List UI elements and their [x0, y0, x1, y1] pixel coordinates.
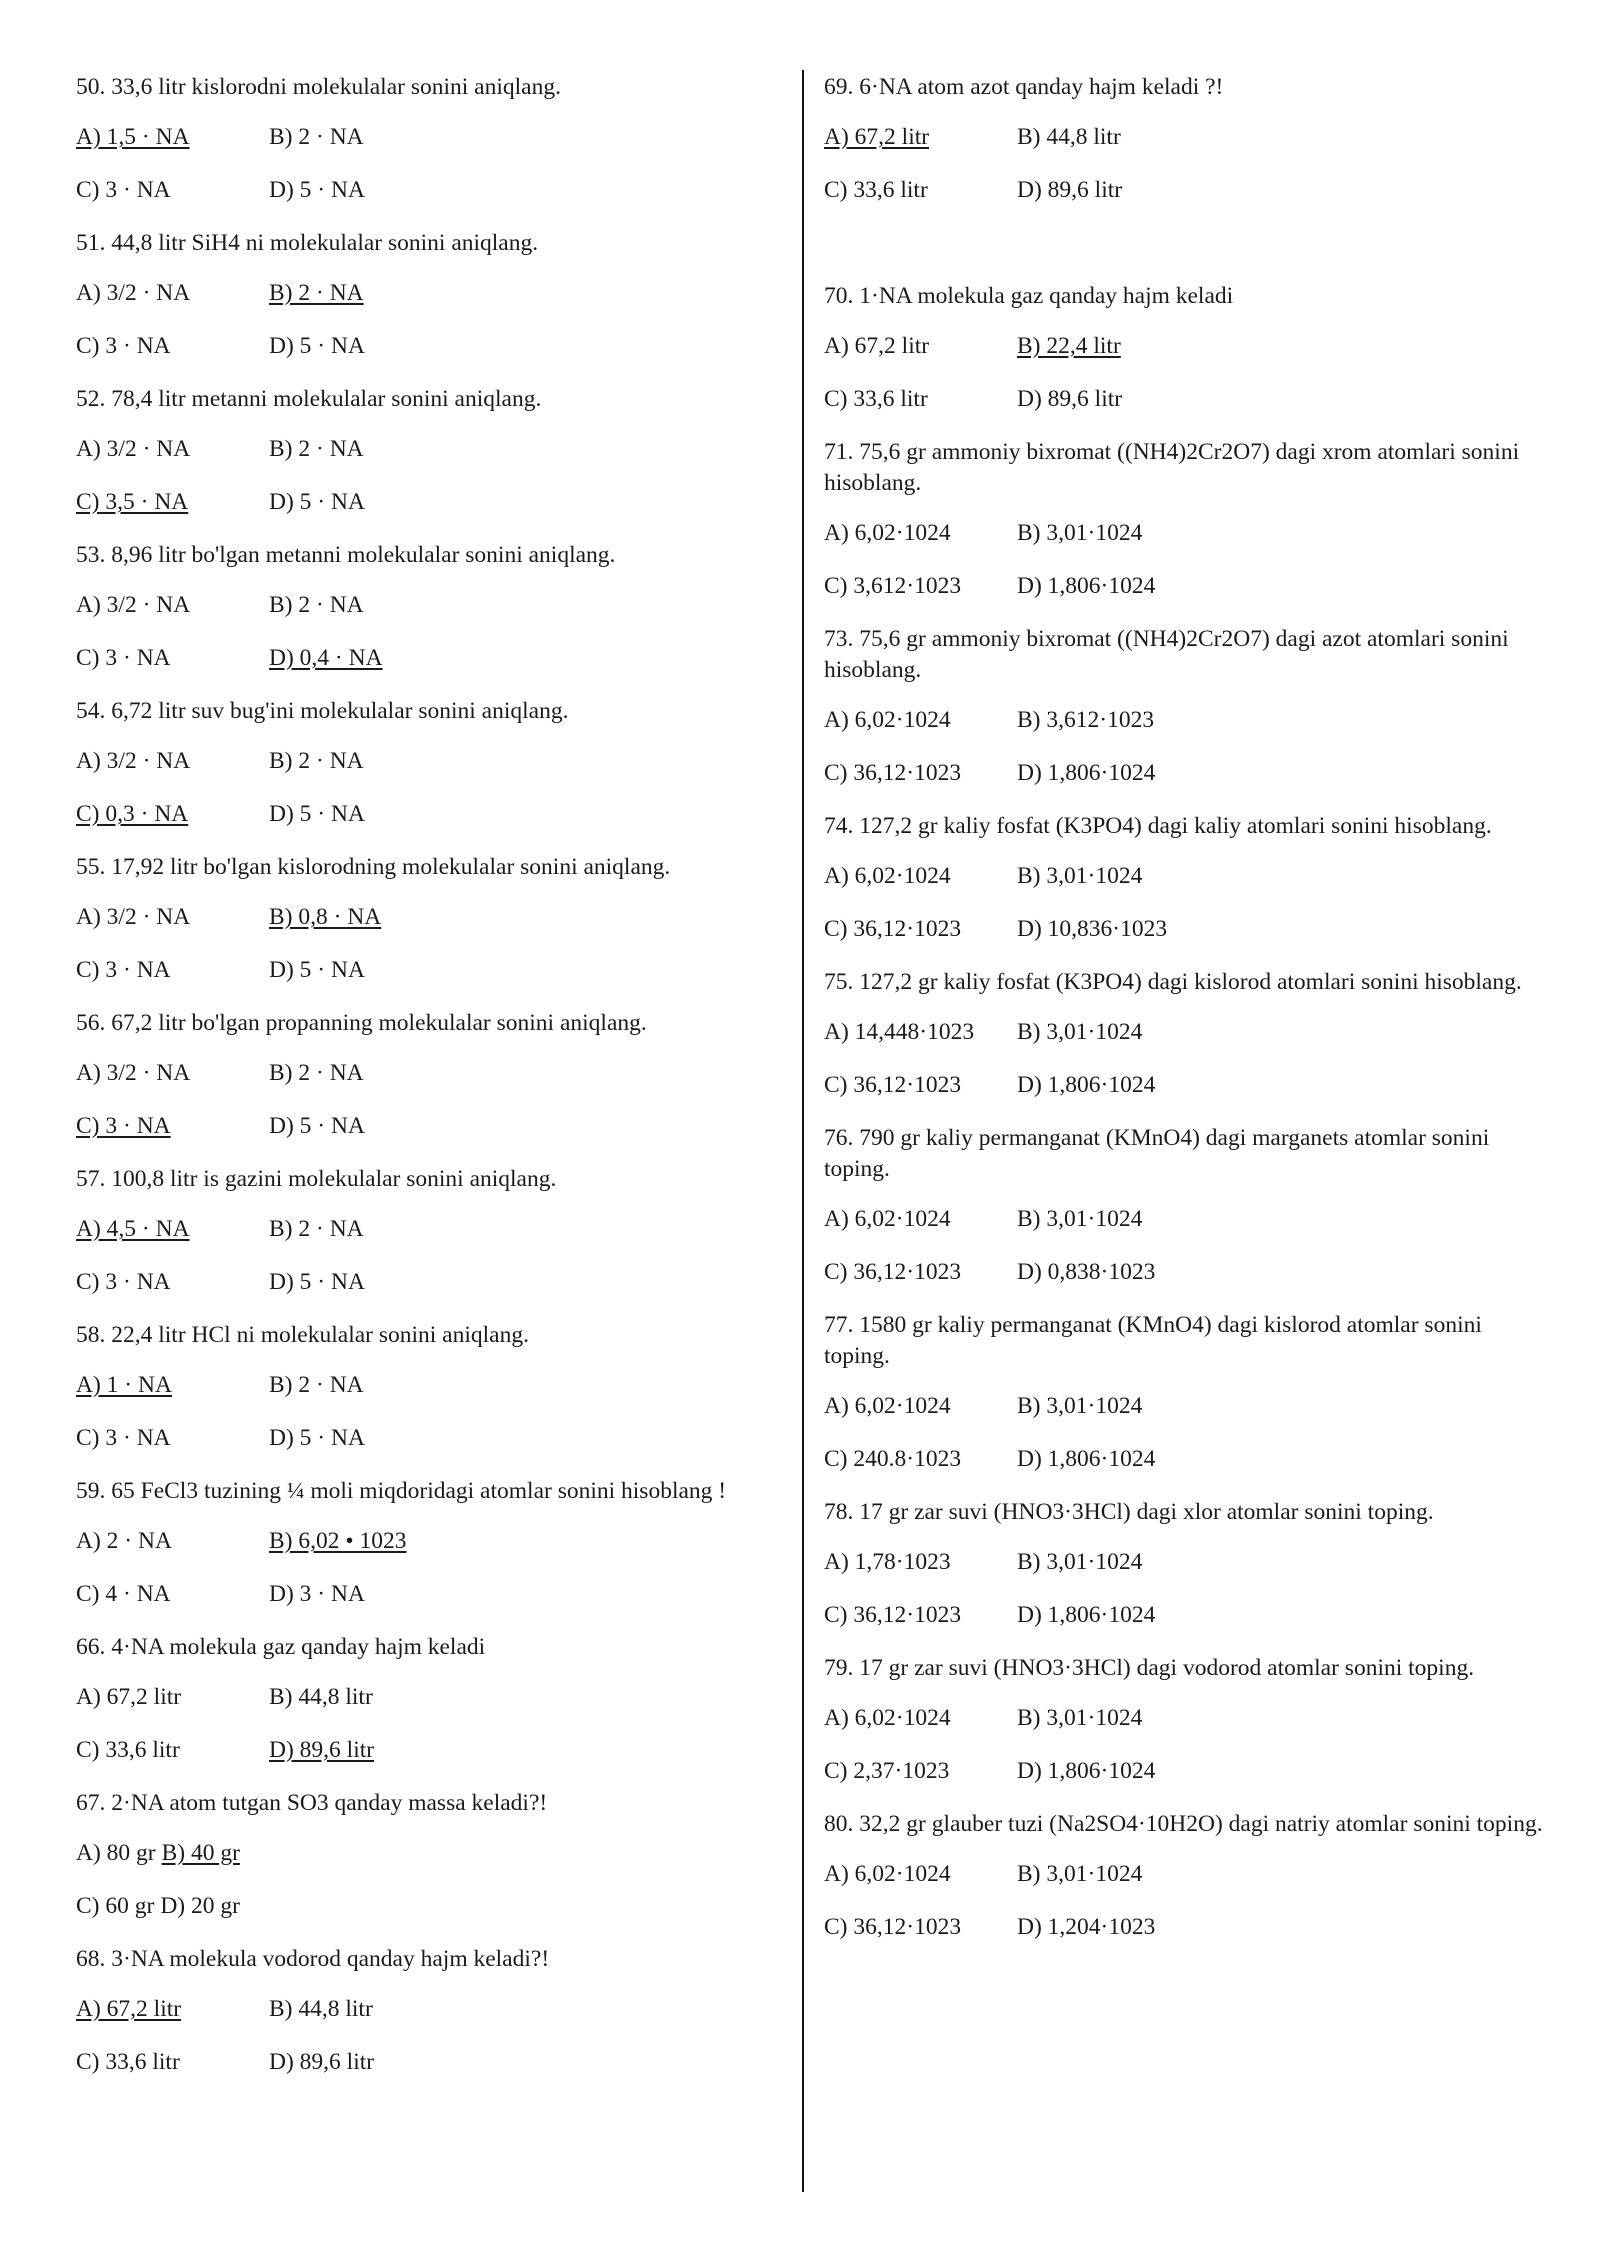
answer-option-a[interactable]: A) 6,02·1024 [824, 1206, 951, 1232]
question-block [76, 1944, 788, 2078]
answer-option-b[interactable]: B) 2 · NA [269, 124, 364, 150]
question-body: 2·NA atom tutgan SO3 qanday massa keladi?! [111, 1790, 548, 1816]
options-row [76, 1838, 788, 1869]
answer-option-a[interactable]: A) 67,2 litr [824, 124, 930, 150]
answer-option-c[interactable]: C) 36,12·1023 [824, 1914, 962, 1940]
question-block [76, 852, 788, 986]
options-row [76, 1579, 788, 1610]
answer-option-d[interactable]: D) 0,4 · NA [269, 645, 383, 671]
answer-option-d[interactable]: D) 89,6 litr [1017, 386, 1123, 412]
options-row [76, 1526, 788, 1557]
answer-option-a[interactable]: A) 6,02·1024 [824, 1861, 951, 1887]
answer-option-c[interactable]: C) 33,6 litr [824, 177, 928, 203]
options-row [824, 1444, 1544, 1475]
question-block [76, 1008, 788, 1142]
answer-option-d[interactable]: D) 0,838·1023 [1017, 1259, 1156, 1285]
answer-option-a[interactable]: A) 4,5 · NA [76, 1216, 190, 1242]
answer-option-c[interactable]: C) 36,12·1023 [824, 760, 962, 786]
options-row [76, 122, 788, 153]
options-row [824, 705, 1544, 736]
answer-option-b[interactable]: B) 3,01·1024 [1017, 1206, 1143, 1232]
answer-option-a[interactable]: A) 14,448·1023 [824, 1019, 975, 1045]
answer-option-d[interactable]: D) 89,6 litr [1017, 177, 1123, 203]
question-number: 77. [824, 1312, 854, 1338]
question-block [824, 72, 1544, 206]
options-row [824, 1703, 1544, 1734]
question-body: 4·NA molekula gaz qanday hajm keladi [111, 1634, 486, 1660]
question-text [76, 228, 788, 259]
answer-option-d[interactable]: D) 5 · NA [269, 1425, 365, 1451]
answer-option-a[interactable]: A) 1,5 · NA [76, 124, 190, 150]
question-block [76, 540, 788, 674]
question-body: 127,2 gr kaliy fosfat (K3PO4) dagi kislorod atomlari sonini hisoblang. [859, 969, 1522, 995]
answer-option-a[interactable]: A) 3/2 · NA [76, 1060, 191, 1086]
question-block [824, 1653, 1544, 1787]
question-text [76, 1944, 788, 1975]
question-text [824, 1497, 1544, 1528]
question-body: 8,96 litr bo'lgan metanni molekulalar sonini aniqlang. [111, 542, 616, 568]
options-row [76, 746, 788, 777]
question-text [824, 967, 1544, 998]
answer-option-c[interactable]: C) 33,6 litr [76, 1737, 180, 1763]
answer-option-c[interactable]: C) 36,12·1023 [824, 916, 962, 942]
question-text [824, 72, 1544, 103]
answer-option-d[interactable]: D) 5 · NA [269, 177, 365, 203]
question-number: 56. [76, 1010, 106, 1036]
options-row [824, 331, 1544, 362]
answer-option-c[interactable]: C) 36,12·1023 [824, 1602, 962, 1628]
answer-option-d[interactable]: D) 5 · NA [269, 1269, 365, 1295]
question-body: 6,72 litr suv bug'ini molekulalar sonini aniqlang. [111, 698, 569, 724]
question-block [76, 696, 788, 830]
question-text [824, 437, 1544, 499]
answer-option-a[interactable]: A) 2 · NA [76, 1528, 172, 1554]
question-text [76, 1164, 788, 1195]
answer-option-c[interactable]: C) 3,5 · NA [76, 489, 189, 515]
answer-option-a[interactable]: A) 67,2 litr [824, 333, 930, 359]
answer-option-c[interactable]: C) 4 · NA [76, 1581, 171, 1607]
options-row [824, 1391, 1544, 1422]
options-row [76, 1891, 788, 1922]
answer-option-b[interactable]: B) 3,01·1024 [1017, 1019, 1143, 1045]
question-body: 6·NA atom azot qanday hajm keladi ?! [859, 74, 1224, 100]
options-row [824, 175, 1544, 206]
question-block [76, 72, 788, 206]
question-number: 52. [76, 386, 106, 412]
question-number: 58. [76, 1322, 106, 1348]
question-block [824, 624, 1544, 789]
options-row [76, 955, 788, 986]
answer-option-d[interactable]: D) 5 · NA [269, 333, 365, 359]
options-row [76, 643, 788, 674]
answer-option-d[interactable]: D) 5 · NA [269, 957, 365, 983]
answer-option-d[interactable]: D) 5 · NA [269, 489, 365, 515]
question-block [76, 384, 788, 518]
question-number: 75. [824, 969, 854, 995]
question-body: 17,92 litr bo'lgan kislorodning molekulalar sonini aniqlang. [111, 854, 671, 880]
question-number: 57. [76, 1166, 106, 1192]
question-body: 33,6 litr kislorodni molekulalar sonini aniqlang. [111, 74, 561, 100]
answer-option-c[interactable]: C) 3,612·1023 [824, 573, 962, 599]
answer-option-b[interactable]: B) 2 · NA [269, 280, 364, 306]
answer-option-c[interactable]: C) 60 gr [76, 1893, 155, 1919]
options-row [824, 914, 1544, 945]
options-row [76, 487, 788, 518]
answer-option-d[interactable]: D) 1,806·1024 [1017, 760, 1156, 786]
question-body: 1·NA molekula gaz qanday hajm keladi [859, 283, 1234, 309]
answer-option-b[interactable]: B) 6,02 • 1023 [269, 1528, 407, 1554]
question-block [76, 1320, 788, 1454]
answer-option-a[interactable]: A) 3/2 · NA [76, 436, 191, 462]
answer-option-a[interactable]: A) 67,2 litr [76, 1684, 182, 1710]
answer-option-a[interactable]: A) 6,02·1024 [824, 520, 951, 546]
answer-option-a[interactable]: A) 3/2 · NA [76, 592, 191, 618]
question-number: 73. [824, 626, 854, 652]
question-body: 790 gr kaliy permanganat (KMnO4) dagi marganets atomlar sonini toping. [824, 1125, 1490, 1182]
answer-option-d[interactable]: D) 1,806·1024 [1017, 1446, 1156, 1472]
answer-option-d[interactable]: D) 20 gr [160, 1893, 240, 1919]
question-number: 55. [76, 854, 106, 880]
question-text [76, 72, 788, 103]
answer-option-a[interactable]: A) 1,78·1023 [824, 1549, 951, 1575]
answer-option-a[interactable]: A) 6,02·1024 [824, 1705, 951, 1731]
options-row [76, 799, 788, 830]
question-text [824, 281, 1544, 312]
options-row [76, 902, 788, 933]
options-row [824, 1547, 1544, 1578]
question-body: 100,8 litr is gazini molekulalar sonini aniqlang. [111, 1166, 557, 1192]
answer-option-a[interactable]: A) 3/2 · NA [76, 280, 191, 306]
answer-option-d[interactable]: D) 5 · NA [269, 801, 365, 827]
answer-option-b[interactable]: B) 2 · NA [269, 1372, 364, 1398]
answer-option-c[interactable]: C) 33,6 litr [824, 386, 928, 412]
answer-option-a[interactable]: A) 6,02·1024 [824, 707, 951, 733]
question-body: 67,2 litr bo'lgan propanning molekulalar sonini aniqlang. [111, 1010, 647, 1036]
question-text [76, 1788, 788, 1819]
question-number: 71. [824, 439, 854, 465]
options-row [824, 1756, 1544, 1787]
question-body: 78,4 litr metanni molekulalar sonini aniqlang. [111, 386, 542, 412]
answer-option-b[interactable]: B) 3,612·1023 [1017, 707, 1155, 733]
question-text [824, 624, 1544, 686]
answer-option-b[interactable]: B) 44,8 litr [1017, 124, 1121, 150]
question-number: 69. [824, 74, 854, 100]
answer-option-a[interactable]: A) 67,2 litr [76, 1996, 182, 2022]
options-row [76, 1267, 788, 1298]
question-number: 68. [76, 1946, 106, 1972]
question-text [824, 1123, 1544, 1185]
options-row [824, 1257, 1544, 1288]
options-row [824, 1912, 1544, 1943]
question-block [824, 1497, 1544, 1631]
question-block [76, 1164, 788, 1298]
answer-option-b[interactable]: B) 3,01·1024 [1017, 1705, 1143, 1731]
answer-option-b[interactable]: B) 3,01·1024 [1017, 520, 1143, 546]
answer-option-b[interactable]: B) 2 · NA [269, 748, 364, 774]
options-row [824, 1600, 1544, 1631]
question-text [76, 540, 788, 571]
question-body: 3·NA molekula vodorod qanday hajm keladi?! [111, 1946, 550, 1972]
question-text [76, 1320, 788, 1351]
options-row [824, 758, 1544, 789]
question-number: 59. [76, 1478, 106, 1504]
right-column [824, 72, 1544, 1965]
question-number: 66. [76, 1634, 106, 1660]
question-text [76, 1632, 788, 1663]
question-number: 74. [824, 813, 854, 839]
question-block [824, 437, 1544, 602]
question-text [824, 1310, 1544, 1372]
question-block [76, 228, 788, 362]
options-row [824, 122, 1544, 153]
answer-option-d[interactable]: D) 89,6 litr [269, 1737, 375, 1763]
answer-option-c[interactable]: C) 0,3 · NA [76, 801, 189, 827]
answer-option-c[interactable]: C) 2,37·1023 [824, 1758, 950, 1784]
question-body: 75,6 gr ammoniy bixromat ((NH4)2Cr2O7) dagi xrom atomlari sonini hisoblang. [824, 439, 1520, 496]
question-number: 76. [824, 1125, 854, 1151]
answer-option-d[interactable]: D) 1,204·1023 [1017, 1914, 1156, 1940]
answer-option-a[interactable]: A) 3/2 · NA [76, 904, 191, 930]
answer-option-a[interactable]: A) 80 gr [76, 1840, 156, 1866]
column-divider [802, 70, 804, 2192]
answer-option-b[interactable]: B) 22,4 litr [1017, 333, 1121, 359]
options-row [76, 1682, 788, 1713]
options-row [76, 434, 788, 465]
answer-option-c[interactable]: C) 33,6 litr [76, 2049, 180, 2075]
spacer [824, 228, 1544, 281]
answer-option-a[interactable]: A) 1 · NA [76, 1372, 172, 1398]
answer-option-d[interactable]: D) 1,806·1024 [1017, 1072, 1156, 1098]
options-row [76, 590, 788, 621]
question-number: 79. [824, 1655, 854, 1681]
answer-option-b[interactable]: B) 2 · NA [269, 436, 364, 462]
answer-option-a[interactable]: A) 6,02·1024 [824, 863, 951, 889]
options-row [824, 518, 1544, 549]
question-body: 17 gr zar suvi (HNO3·3HCl) dagi xlor atomlar sonini toping. [859, 1499, 1434, 1525]
answer-option-c[interactable]: C) 3 · NA [76, 645, 171, 671]
question-number: 67. [76, 1790, 106, 1816]
answer-option-c[interactable]: C) 3 · NA [76, 333, 171, 359]
question-body: 65 FeCl3 tuzining ¼ moli miqdoridagi atomlar sonini hisoblang ! [111, 1478, 727, 1504]
question-text [76, 1476, 788, 1507]
question-text [76, 696, 788, 727]
left-column [76, 72, 788, 2100]
answer-option-b[interactable]: B) 3,01·1024 [1017, 1549, 1143, 1575]
answer-option-c[interactable]: C) 36,12·1023 [824, 1072, 962, 1098]
answer-option-d[interactable]: D) 10,836·1023 [1017, 916, 1168, 942]
options-row [824, 571, 1544, 602]
question-body: 22,4 litr HCl ni molekulalar sonini aniqlang. [111, 1322, 529, 1348]
question-number: 51. [76, 230, 106, 256]
question-text [76, 852, 788, 883]
options-row [76, 175, 788, 206]
options-row [76, 1994, 788, 2025]
answer-option-b[interactable]: B) 3,01·1024 [1017, 1861, 1143, 1887]
question-body: 44,8 litr SiH4 ni molekulalar sonini aniqlang. [111, 230, 539, 256]
question-text [76, 384, 788, 415]
question-number: 80. [824, 1811, 854, 1837]
question-text [824, 811, 1544, 842]
answer-option-c[interactable]: C) 3 · NA [76, 1425, 171, 1451]
question-number: 54. [76, 698, 106, 724]
answer-option-d[interactable]: D) 89,6 litr [269, 2049, 375, 2075]
question-block [76, 1632, 788, 1766]
question-number: 53. [76, 542, 106, 568]
question-block [824, 1809, 1544, 1943]
question-number: 50. [76, 74, 106, 100]
answer-option-a[interactable]: A) 6,02·1024 [824, 1393, 951, 1419]
question-block [824, 811, 1544, 945]
answer-option-c[interactable]: C) 3 · NA [76, 1269, 171, 1295]
question-number: 70. [824, 283, 854, 309]
answer-option-d[interactable]: D) 1,806·1024 [1017, 573, 1156, 599]
answer-option-b[interactable]: B) 2 · NA [269, 1060, 364, 1086]
options-row [824, 1017, 1544, 1048]
answer-option-b[interactable]: B) 2 · NA [269, 1216, 364, 1242]
options-row [824, 1070, 1544, 1101]
answer-option-d[interactable]: D) 1,806·1024 [1017, 1758, 1156, 1784]
question-text [76, 1008, 788, 1039]
options-row [76, 1735, 788, 1766]
options-row [76, 1214, 788, 1245]
options-row [76, 1058, 788, 1089]
answer-option-c[interactable]: C) 3 · NA [76, 177, 171, 203]
options-row [824, 384, 1544, 415]
answer-option-b[interactable]: B) 44,8 litr [269, 1684, 373, 1710]
options-row [76, 278, 788, 309]
answer-option-a[interactable]: A) 3/2 · NA [76, 748, 191, 774]
question-body: 32,2 gr glauber tuzi (Na2SO4·10H2O) dagi natriy atomlar sonini toping. [859, 1811, 1543, 1837]
answer-option-c[interactable]: C) 3 · NA [76, 1113, 171, 1139]
answer-option-c[interactable]: C) 3 · NA [76, 957, 171, 983]
answer-option-d[interactable]: D) 3 · NA [269, 1581, 365, 1607]
answer-option-b[interactable]: B) 3,01·1024 [1017, 863, 1143, 889]
options-row [824, 1204, 1544, 1235]
question-text [824, 1653, 1544, 1684]
answer-option-c[interactable]: C) 240.8·1023 [824, 1446, 962, 1472]
options-row [824, 1859, 1544, 1890]
answer-option-d[interactable]: D) 5 · NA [269, 1113, 365, 1139]
answer-option-b[interactable]: B) 0,8 · NA [269, 904, 382, 930]
question-block [824, 1123, 1544, 1288]
question-text [824, 1809, 1544, 1840]
options-row [76, 1423, 788, 1454]
options-row [76, 1111, 788, 1142]
options-row [76, 331, 788, 362]
answer-option-b[interactable]: B) 2 · NA [269, 592, 364, 618]
question-block [824, 281, 1544, 415]
question-block [824, 967, 1544, 1101]
answer-option-d[interactable]: D) 1,806·1024 [1017, 1602, 1156, 1628]
question-block [824, 1310, 1544, 1475]
question-body: 17 gr zar suvi (HNO3·3HCl) dagi vodorod atomlar sonini toping. [859, 1655, 1475, 1681]
question-body: 127,2 gr kaliy fosfat (K3PO4) dagi kaliy atomlari sonini hisoblang. [859, 813, 1492, 839]
answer-option-b[interactable]: B) 40 gr [161, 1840, 240, 1866]
question-body: 1580 gr kaliy permanganat (KMnO4) dagi kislorod atomlar sonini toping. [824, 1312, 1482, 1369]
answer-option-c[interactable]: C) 36,12·1023 [824, 1259, 962, 1285]
question-body: 75,6 gr ammoniy bixromat ((NH4)2Cr2O7) dagi azot atomlari sonini hisoblang. [824, 626, 1509, 683]
question-block [76, 1788, 788, 1922]
options-row [824, 861, 1544, 892]
question-number: 78. [824, 1499, 854, 1525]
answer-option-b[interactable]: B) 44,8 litr [269, 1996, 373, 2022]
options-row [76, 2047, 788, 2078]
question-block [76, 1476, 788, 1610]
answer-option-b[interactable]: B) 3,01·1024 [1017, 1393, 1143, 1419]
options-row [76, 1370, 788, 1401]
